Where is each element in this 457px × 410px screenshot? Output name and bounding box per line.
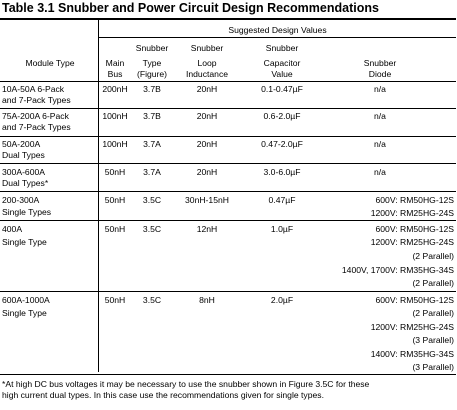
footnote-line: high current dual types. In this case use the recommendations given for single types. <box>2 390 324 400</box>
snubber-diode-cell: (3 Parallel) <box>412 335 454 345</box>
module-type-cell: and 7-Pack Types <box>2 122 71 132</box>
loop-inductance-cell: 8nH <box>199 295 215 305</box>
table-title: Table 3.1 Snubber and Power Circuit Design Recommendations <box>2 1 379 15</box>
header-bottom-rule <box>0 81 456 82</box>
main-bus-cell: 50nH <box>104 224 126 234</box>
module-type-cell: Dual Types <box>2 150 45 160</box>
loop-inductance-cell: 20nH <box>196 167 218 177</box>
capacitor-value-cell: 1.0µF <box>270 224 294 234</box>
snubber-diode-cell: 1200V: RM25HG-24S <box>370 322 454 332</box>
module-type-cell: and 7-Pack Types <box>2 95 71 105</box>
snubber-diode-cell: 1200V: RM25HG-24S <box>370 208 454 218</box>
col-header-main-bus-line2: Bus <box>107 69 123 79</box>
module-type-cell: 300A-600A <box>2 167 46 177</box>
module-type-cell: Single Types <box>2 207 52 217</box>
table-footnote <box>2 379 454 401</box>
col-header-snubber-type-line1: Snubber <box>135 43 169 53</box>
module-type-cell: Single Type <box>2 237 47 247</box>
snubber-diode-cell: n/a <box>374 111 386 121</box>
snubber-diode-cell: n/a <box>374 167 386 177</box>
loop-inductance-cell: 20nH <box>196 111 218 121</box>
main-bus-cell: 50nH <box>104 167 126 177</box>
snubber-diode-cell: 600V: RM50HG-12S <box>375 295 454 305</box>
module-type-cell: 400A <box>2 224 23 234</box>
row-rule <box>0 136 456 137</box>
row-rule <box>0 291 456 292</box>
module-type-cell: 200-300A <box>2 195 40 205</box>
row-rule <box>0 108 456 109</box>
footnote-line: *At high DC bus voltages it may be necessary to use the snubber shown in Figure 3.5C for these <box>2 379 370 389</box>
module-type-cell: 50A-200A <box>2 139 41 149</box>
snubber-type-cell: 3.7B <box>143 84 161 94</box>
col-header-capacitor-line2: Capacitor <box>263 58 301 68</box>
module-type-cell: 75A-200A 6-Pack <box>2 111 69 121</box>
col-header-snubber-type-line3: (Figure) <box>136 69 168 79</box>
snubber-type-cell: 3.5C <box>142 195 162 205</box>
main-bus-cell: 100nH <box>102 139 128 149</box>
col-header-module-type: Module Type <box>25 58 75 68</box>
snubber-diode-cell: (3 Parallel) <box>412 362 454 372</box>
col-header-loop-inductance-line2: Loop <box>197 58 217 68</box>
snubber-diode-cell: 600V: RM50HG-12S <box>375 195 454 205</box>
main-bus-cell: 50nH <box>104 195 126 205</box>
loop-inductance-cell: 12nH <box>196 224 218 234</box>
col-header-loop-inductance-line3: Inductance <box>185 69 229 79</box>
group-header: Suggested Design Values <box>228 25 327 35</box>
snubber-diode-cell: (2 Parallel) <box>412 278 454 288</box>
col-header-capacitor-line3: Value <box>271 69 293 79</box>
main-bus-cell: 50nH <box>104 295 126 305</box>
snubber-diode-cell: 1200V: RM25HG-24S <box>370 237 454 247</box>
snubber-diode-cell: 1400V: RM35HG-34S <box>370 349 454 359</box>
snubber-type-cell: 3.7A <box>143 167 161 177</box>
snubber-type-cell: 3.7B <box>143 111 161 121</box>
capacitor-value-cell: 3.0-6.0µF <box>263 167 301 177</box>
module-type-cell: Dual Types* <box>2 178 49 188</box>
row-rule <box>0 220 456 221</box>
col-header-loop-inductance-line1: Snubber <box>190 43 224 53</box>
snubber-diode-cell: 1400V, 1700V: RM35HG-34S <box>341 265 454 275</box>
snubber-diode-cell: (2 Parallel) <box>412 251 454 261</box>
table-bottom-rule <box>0 374 456 375</box>
loop-inductance-cell: 20nH <box>196 84 218 94</box>
snubber-type-cell: 3.5C <box>142 224 162 234</box>
capacitor-value-cell: 0.6-2.0µF <box>263 111 301 121</box>
module-type-cell: 10A-50A 6-Pack <box>2 84 65 94</box>
col-header-diode-line1: Snubber <box>363 58 397 68</box>
snubber-diode-cell: n/a <box>374 139 386 149</box>
col-header-snubber-type-line2: Type <box>142 58 162 68</box>
snubber-diode-cell: n/a <box>374 84 386 94</box>
row-rule <box>0 163 456 164</box>
capacitor-value-cell: 0.47µF <box>268 195 296 205</box>
snubber-diode-cell: (2 Parallel) <box>412 308 454 318</box>
table-top-rule <box>0 18 456 20</box>
capacitor-value-cell: 0.1-0.47µF <box>261 84 303 94</box>
capacitor-value-cell: 2.0µF <box>270 295 294 305</box>
module-type-cell: 600A-1000A <box>2 295 50 305</box>
capacitor-value-cell: 0.47-2.0µF <box>261 139 303 149</box>
row-rule <box>0 191 456 192</box>
module-type-cell: Single Type <box>2 308 47 318</box>
loop-inductance-cell: 20nH <box>196 139 218 149</box>
loop-inductance-cell: 30nH-15nH <box>185 195 229 205</box>
group-header-rule <box>99 37 456 38</box>
snubber-diode-cell: 600V: RM50HG-12S <box>375 224 454 234</box>
col-header-main-bus-line1: Main <box>105 58 125 68</box>
col-header-capacitor-line1: Snubber <box>265 43 299 53</box>
snubber-type-cell: 3.5C <box>142 295 162 305</box>
main-bus-cell: 200nH <box>102 84 128 94</box>
col-header-diode-line2: Diode <box>368 69 392 79</box>
main-bus-cell: 100nH <box>102 111 128 121</box>
snubber-type-cell: 3.7A <box>143 139 161 149</box>
